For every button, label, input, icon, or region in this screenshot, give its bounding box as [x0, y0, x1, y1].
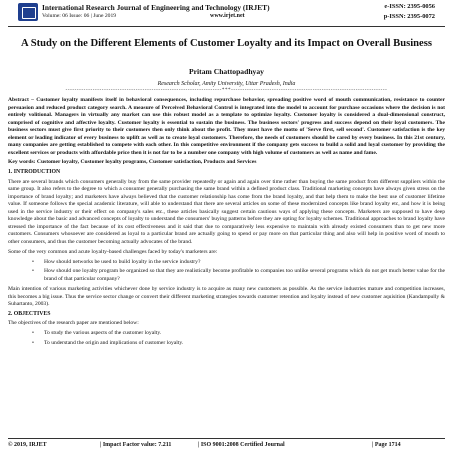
irjet-logo-icon [18, 3, 38, 21]
footer-iso: | ISO 9001:2008 Certified Journal [198, 442, 285, 448]
abstract-text: Customer loyalty manifests itself in behavioral consequences, including repurchase behavior, spreading positive word of mouth communication, resistance to counter persuasion and reduced product category search. A measure of Perceived Behavioral Control is integrated into the model to account for purchase occasions where the decision is not entirely volitional. Managers in virtually any market can use this robust model as a template to optimize loyalty. Customer loyalty is considered a dual-dimensional construct, comprised of cognitive and affective loyalty. Customer loyalty is essential to sustain the business. The business sectors' progress and success depend on their loyal customers. The business sectors must give first priority to their customers then only think about the profit. They must have the motto of 'Serve first, sell second'. Customer satisfaction is the key element or leading indicator of every business to uplift as well as to create loyal customers. Therefore, the needs of customers should be cared by every business. In this 21st century, many companies are getting established to compete with each other. In this competitive environment if the company gets success to build a solid and loyal customer by providing the excellent services or products with affordable price then it is not far to be a number one company with high volume of customers as well as name and fame. [8, 97, 445, 156]
main-intention-paragraph: Main intention of various marketing activities whichever done by service industry is to acquire as many new customers as possible. As the service industries mature and competition increases, this becomes a big issue. Thus the service sector change or convert their different marketing strategies towards customer retention and loyalty instead of new customer aquisition (Kandampully & Suhartanto, 2003). [8, 286, 445, 308]
footer-impact-factor: | Impact Factor value: 7.211 [100, 442, 172, 448]
list-item: • To study the various aspects of the customer loyalty. [8, 330, 445, 338]
list-item: • How should one loyalty program be organized so that they are realistically become profitable to companies too unlike several programs which do not get much better value for the brand of that particular company? [8, 268, 445, 283]
paper-body [8, 97, 445, 350]
journal-website-link[interactable]: www.irjet.net [210, 13, 245, 19]
abstract-label: Abstract – [8, 97, 34, 103]
header-divider [8, 26, 445, 27]
footer-page-number: | Page 1714 [372, 442, 401, 448]
author-affiliation: Research Scholar, Amity University, Uttar Pradesh, India [157, 81, 296, 87]
footer-copyright: © 2019, IRJET [8, 442, 47, 448]
keywords-label: Key words: [8, 159, 36, 166]
objectives-intro: The objectives of the research paper are mentioned below: [8, 320, 139, 327]
p-issn: p-ISSN: 2395-0072 [383, 13, 435, 20]
list-item: • How should networks be used to build loyalty in the service industry? [8, 259, 445, 267]
journal-footer [8, 438, 445, 452]
e-issn: e-ISSN: 2395-0056 [384, 3, 435, 10]
paper-title: A Study on the Different Elements of Customer Loyalty and its Impact on Overall Business [20, 38, 432, 49]
objectives-heading: 2. OBJECTIVES [8, 310, 51, 317]
abstract [8, 97, 445, 157]
journal-name: International Research Journal of Engineering and Technology (IRJET) [42, 3, 270, 12]
introduction-paragraph: There are several brands which consumers generally buy from the same provider repeatedly or again and again over time rather than buying the same product from different suppliers within the same group. It also refers to the degree to which a consumer generally purchasing the same brand within a defined product class. Traditional marketing concepts have always given stress on the importance of brand loyalty; and marketers have always believed that the customer relationship has come from the brand loyalty, and that help them to make the best use of customer lifetime value. If someone follows the special academic literature, will able to understand that there are several articles on some of these modernized concepts like brand loyalty etc, and how it is being used in the service industry or their effect on company's sales etc., these articles basically suggest certain cautious ways of applying these concepts. Marketers are supposed to have deep knowledge about the basic and advanced concepts of loyalty to understand the consumers' buying patterns before they are opting for loyalty schemes. Traditional approaches to brand loyalty have stressed the importance of the fact because of its cost effectiveness and it said that due to comparatively less expensive to maintain with already existed consumers than to get new more customers. Consumers whosoever are considered as loyal to a particular brand are actually going to spend or pay more on that particular thing and also will help in positive word of mouth to other consumers, and thus the customer becoming actually advocates of the brand. [8, 178, 445, 245]
author-name: Pritam Chattopadhyay [189, 67, 264, 76]
challenges-list [8, 259, 445, 284]
journal-header [18, 2, 435, 26]
keywords [8, 159, 445, 167]
introduction-heading: 1. INTRODUCTION [8, 169, 61, 176]
keywords-text: Customer loyalty, Customer loyalty programs, Customer satisfaction, Products and Services [35, 159, 257, 166]
list-item: • To understand the origin and implications of customer loyalty. [8, 340, 445, 348]
objectives-list [8, 330, 445, 347]
volume-issue: Volume: 06 Issue: 06 | June 2019 [42, 13, 117, 19]
section-separator: ---------------------------------------------------------------------***--------------------------------------------------------------------- [65, 88, 388, 93]
challenges-intro: Some of the very common and acute loyalty-based challenges faced by today's marketers are: [8, 248, 218, 255]
